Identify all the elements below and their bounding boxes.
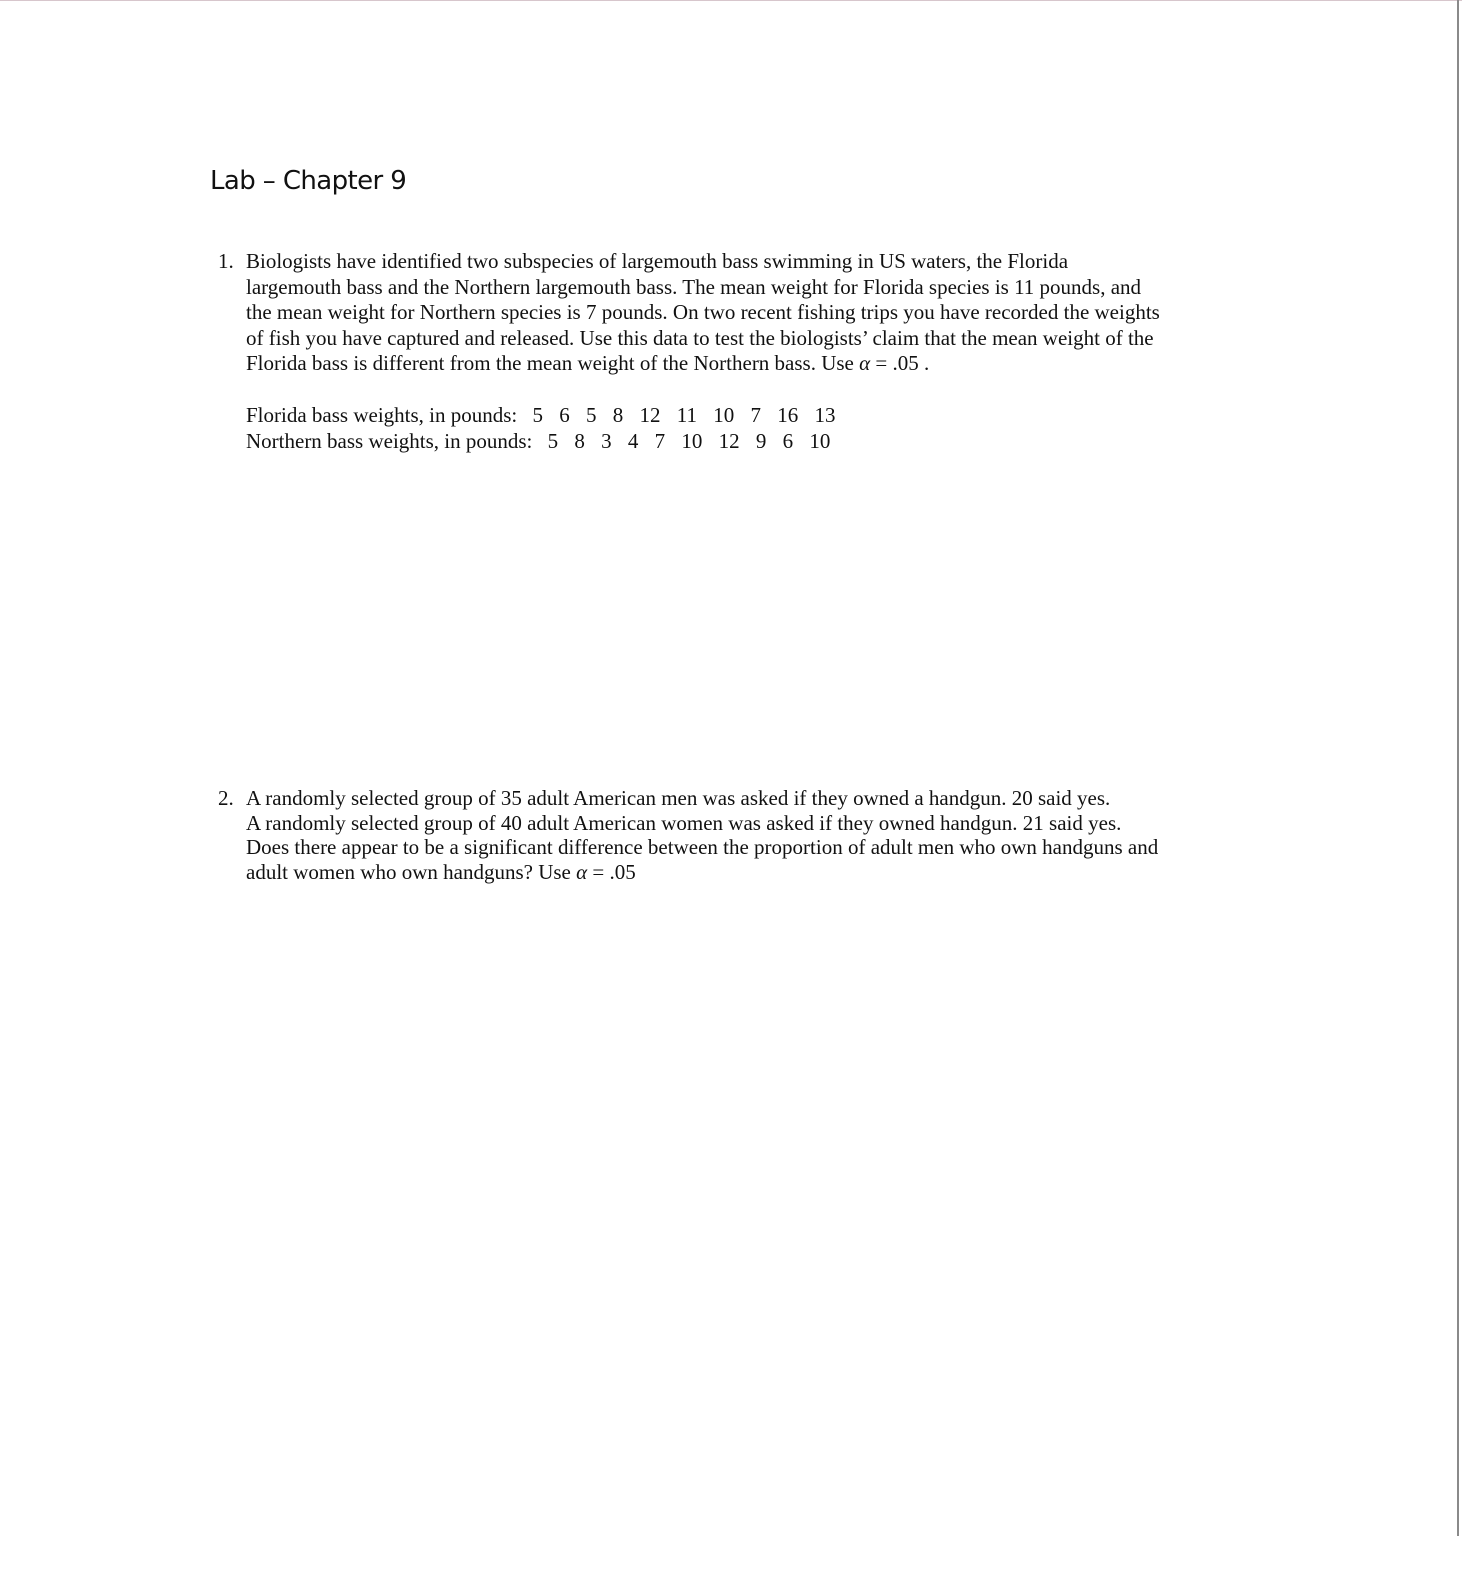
florida-weight-value: 11 [676, 403, 697, 427]
question-1-line-4: of fish you have captured and released. Use this data to test the biologists’ claim that the mean weight of the [246, 325, 1154, 350]
northern-weight-value: 3 [601, 429, 612, 453]
question-1-line-3: the mean weight for Northern species is 7 pounds. On two recent fishing trips you have recorded the weights [246, 300, 1160, 324]
florida-weight-value: 6 [559, 403, 570, 427]
northern-weight-value: 7 [654, 429, 666, 453]
northern-weight-value: 6 [782, 429, 794, 453]
question-2-line-3: Does there appear to be a significant difference between the proportion of adult men who own handguns and [246, 835, 1159, 859]
bass-weight-data [246, 402, 846, 454]
florida-weight-value: 7 [750, 403, 761, 427]
question-2-line-2: A randomly selected group of 40 adult American women was asked if they owned handgun. 21 said yes. [246, 810, 1122, 835]
alpha-symbol: α [859, 351, 871, 375]
florida-weights-label: Florida bass weights, in pounds: [246, 403, 518, 427]
alpha-value: = .05 . [870, 351, 930, 375]
florida-weight-value: 5 [532, 403, 543, 427]
northern-weights-row [246, 428, 846, 454]
question-1-line-5 [246, 351, 929, 377]
florida-weight-value: 13 [814, 403, 836, 427]
northern-weight-value: 12 [718, 429, 740, 453]
northern-weight-value: 10 [681, 429, 703, 453]
alpha-value: = .05 [587, 859, 636, 884]
florida-weight-value: 10 [713, 403, 735, 427]
question-1-number: 1. [218, 249, 234, 273]
florida-weight-value: 12 [639, 403, 661, 427]
alpha-symbol: α [576, 859, 588, 884]
northern-weight-value: 5 [547, 429, 559, 453]
document-title: Lab – Chapter 9 [210, 166, 407, 196]
northern-weight-value: 9 [755, 429, 767, 453]
northern-weight-value: 8 [574, 429, 585, 453]
question-1-line-5-text: Florida bass is different from the mean weight of the Northern bass. Use [246, 351, 860, 375]
florida-weights-row [246, 402, 846, 428]
page-right-border [1457, 0, 1459, 1536]
page-top-border [0, 0, 1462, 1]
question-1-line-2: largemouth bass and the Northern largemouth bass. The mean weight for Florida species is 11 pounds, and [246, 274, 1142, 299]
florida-weight-value: 16 [777, 403, 799, 427]
question-2-number: 2. [218, 786, 234, 810]
northern-weights-label: Northern bass weights, in pounds: [246, 429, 533, 453]
northern-weight-value: 10 [809, 429, 831, 453]
florida-weights-values [533, 402, 847, 428]
question-2-line-1: A randomly selected group of 35 adult American men was asked if they owned a handgun. 20 said yes. [246, 786, 1111, 810]
florida-weight-value: 5 [586, 403, 597, 427]
question-2-line-4 [246, 860, 636, 885]
northern-weight-value: 4 [627, 429, 639, 453]
question-1-line-1: Biologists have identified two subspecies of largemouth bass swimming in US waters, the Florida [246, 249, 1069, 273]
florida-weight-value: 8 [612, 403, 624, 427]
question-2-line-4-text: adult women who own handguns? Use [246, 859, 577, 884]
northern-weights-values [548, 428, 842, 454]
